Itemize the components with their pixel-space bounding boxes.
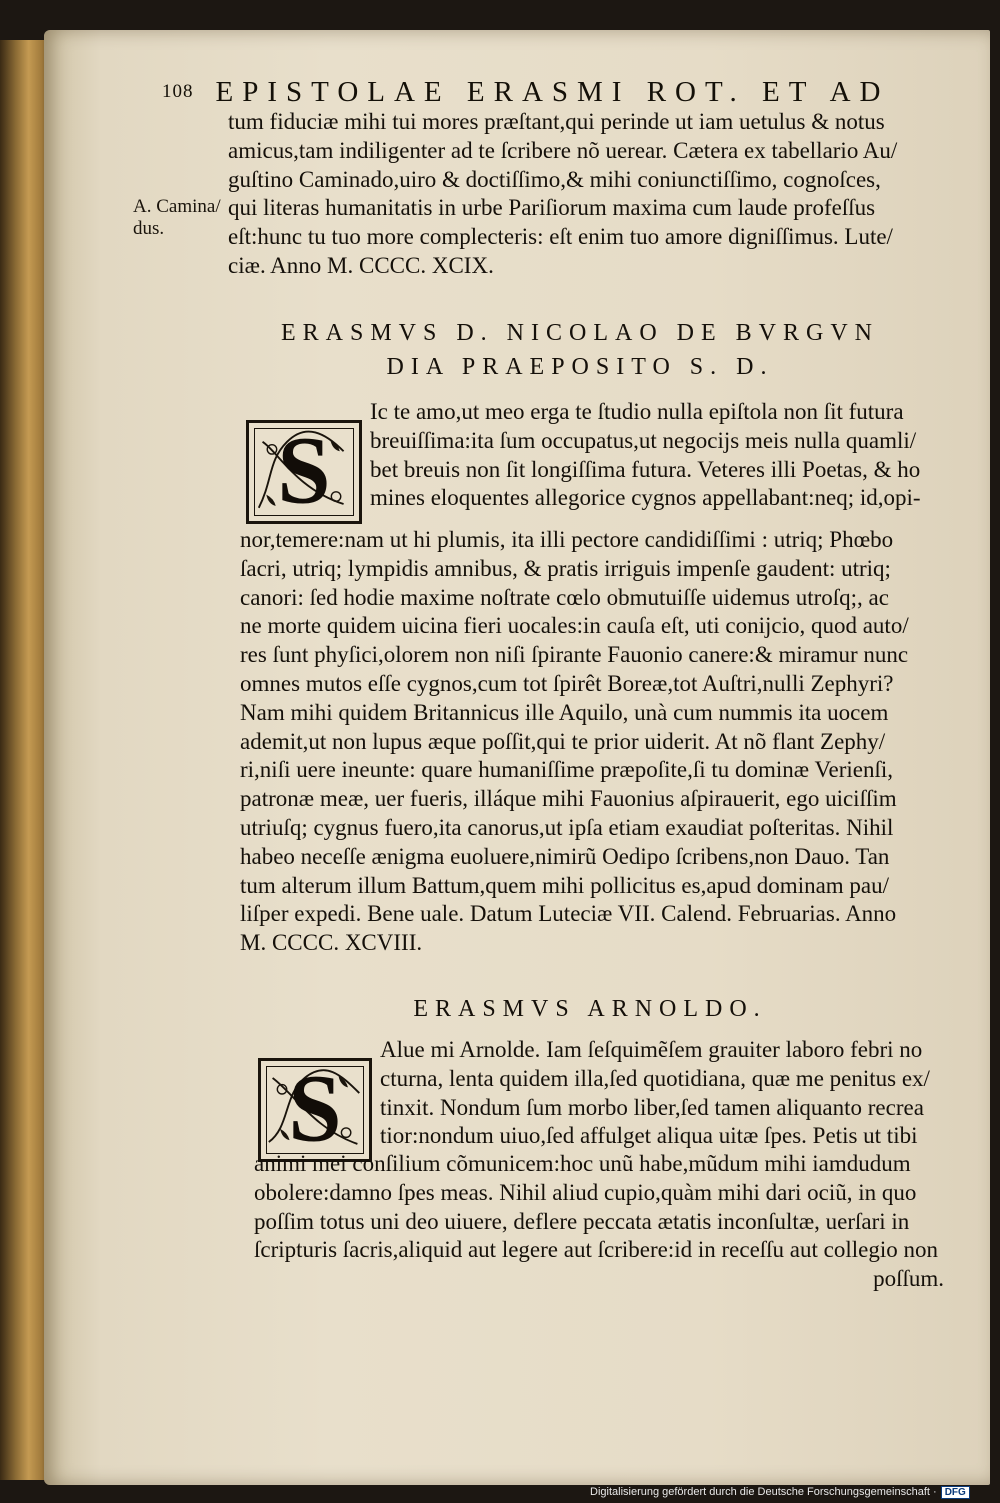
letter-3-indented-text <box>380 1036 940 1151</box>
catchword: poſſum. <box>873 1266 944 1292</box>
text-line: cturna, lenta quidem illa,ſed quotidiana, quæ me penitus ex/ <box>380 1065 930 1091</box>
text-line: qui literas humanitatis in urbe Pariſiorum maxima cum laude profeſſus <box>228 195 876 221</box>
decorated-initial-s <box>258 1054 372 1162</box>
initial-letter: S <box>277 416 331 524</box>
letter-1-text <box>228 108 938 281</box>
text-line: habeo neceſſe ænigma euoluere,nimirũ Oedipo ſcribens,non Dauo. Tan <box>240 843 890 869</box>
heading-line: ERASMVS D. NICOLAO DE BVRGVN <box>280 320 880 346</box>
text-line: animi mei conſilium cõmunicem:hoc unũ habe,mũdum mihi iamdudum <box>254 1151 911 1176</box>
text-line: M. CCCC. XCVIII. <box>240 930 423 956</box>
text-line: breuiſſima:ita ſum occupatus,ut negocijs meis nulla quamli/ <box>370 427 917 453</box>
text-line: tior:nondum uiuo,ſed affulget aliqua uitæ ſpes. Petis ut tibi <box>380 1123 918 1149</box>
text-line: ri,niſi uere ineunte: quare humaniſſime præpoſite,ſi tu dominæ Verienſi, <box>240 757 894 783</box>
text-line: ſcripturis ſacris,aliquid aut legere aut ſcribere:id in receſſu aut collegio non <box>254 1237 938 1263</box>
text-line: obolere:damno ſpes meas. Nihil aliud cupio,quàm mihi dari ociũ, in quo <box>254 1179 917 1205</box>
text-line: eſt:hunc tu tuo more complecteris: eſt enim tuo amore digniſſimus. Lute/ <box>228 224 893 250</box>
text-line: Alue mi Arnolde. Iam ſeſquimẽſem grauiter laboro febri no <box>380 1037 923 1062</box>
marginal-note-line: dus. <box>133 218 165 239</box>
text-line: liſper expedi. Bene uale. Datum Luteciæ VII. Calend. Februarias. Anno <box>240 901 897 927</box>
text-line: ciæ. Anno M. CCCC. XCIX. <box>228 252 494 278</box>
text-line: ne morte quidem uicina fieri uocales:in cauſa eſt, uti conijcio, quod auto/ <box>240 613 909 639</box>
text-line: ademit,ut non lupus æque poſſit,qui te prior uiderit. At nõ flant Zephy/ <box>240 728 886 754</box>
text-line: ſacri, utriq; lympidis amnibus, & pratis irriguis impenſe gaudent: utriq; <box>240 555 891 581</box>
text-line: tum fiduciæ mihi tui mores præſtant,qui perinde ut iam uetulus & notus <box>228 109 885 134</box>
text-line: bet breuis non ſit longiſſima futura. Veteres illi Poetas, & ho <box>370 456 921 482</box>
text-line: mines eloquentes allegorice cygnos appellabant:neq; id,opi- <box>370 485 921 511</box>
text-line: tum alterum illum Battum,quem mihi pollicitus es,apud dominam pau/ <box>240 872 890 898</box>
marginal-note <box>133 196 223 240</box>
page-number: 108 <box>162 81 194 102</box>
dfg-logo: DFG <box>941 1486 970 1499</box>
text-line: poſſim totus uni deo uiuere, deflere peccata ætatis inconſultæ, uerſari in <box>254 1208 910 1234</box>
letter-3-heading <box>250 992 930 1026</box>
text-line: amicus,tam indiligenter ad te ſcribere nõ uerear. Cætera ex tabellario Au/ <box>228 137 898 163</box>
heading-line: ERASMVS ARNOLDO. <box>413 996 767 1022</box>
text-line: guſtino Caminado,uiro & doctiſſimo,& mihi coniunctiſſimo, cognoſces, <box>228 166 881 192</box>
text-line: patronæ meæ, uer fueris, illáque mihi Fauonius aſpirauerit, ego uiciſſim <box>240 786 897 812</box>
running-head <box>162 76 932 109</box>
text-line: Ic te amo,ut meo erga te ſtudio nulla epiſtola non ſit futura <box>370 399 904 424</box>
decorated-initial-s <box>246 416 362 524</box>
text-line: nor,temere:nam ut hi plumis, ita illi pectore candidiſſimi : utriq; Phœbo <box>240 527 894 552</box>
letter-2-heading <box>230 316 930 384</box>
running-head-title: EPISTOLAE ERASMI ROT. ET AD <box>215 76 890 108</box>
text-line: omnes mutos eſſe cygnos,cum tot ſpirêt Boreæ,tot Auſtri,nulli Zephyri? <box>240 670 894 696</box>
text-line: utriuſq; cygnus fuero,ita canorus,ut ipſa etiam exaudiat poſteritas. Nihil <box>240 814 894 840</box>
heading-line: DIA PRAEPOSITO S. D. <box>386 354 774 380</box>
text-line: canori: ſed hodie maxime noſtrate cœlo obmutuiſſe uidemus utroſq;, ac <box>240 584 889 610</box>
text-line: tinxit. Nondum ſum morbo liber,ſed tamen aliquanto recrea <box>380 1094 924 1120</box>
credit-text: Digitalisierung gefördert durch die Deutsche Forschungsgemeinschaft · <box>590 1486 937 1498</box>
digitization-credit <box>590 1486 995 1499</box>
marginal-note-line: A. Camina/ <box>133 196 221 217</box>
letter-2-indented-text <box>370 398 940 513</box>
letter-3-text <box>254 1150 944 1294</box>
text-line: Nam mihi quidem Britannicus ille Aquilo, unà cum nummis ita uocem <box>240 699 889 725</box>
initial-letter: S <box>288 1054 342 1162</box>
letter-2-text <box>240 526 940 958</box>
text-line: res ſunt phyſici,olorem non niſi ſpirante Fauonio canere:& miramur nunc <box>240 642 909 668</box>
